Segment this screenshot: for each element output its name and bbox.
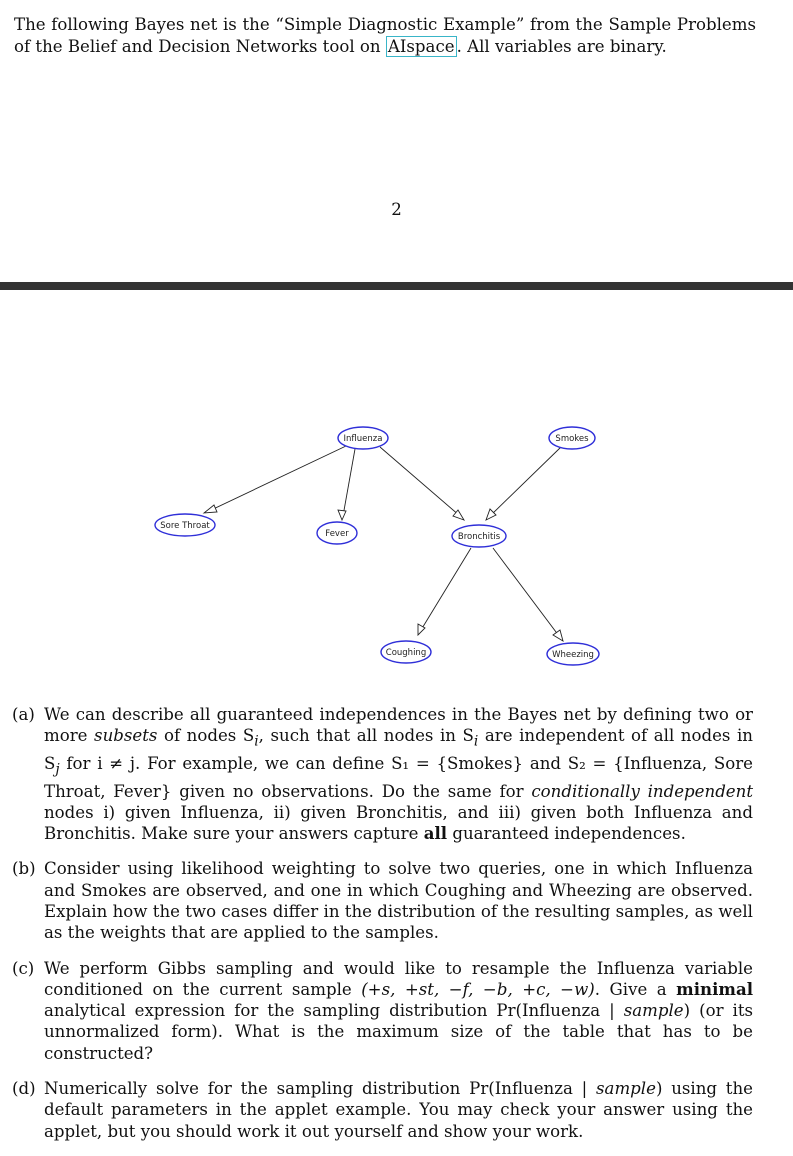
- question-list: [12, 704, 753, 1156]
- node-label-coughing: Coughing: [385, 648, 427, 658]
- question-c: [12, 958, 753, 1064]
- page-number: 2: [391, 200, 402, 219]
- question-b-text: Consider using likelihood weighting to solve two queries, one in which Influenza and Smokes are observed, and one in which Coughing and Wheezing are observed. Explain how the two cases differ in the distribution of the resulting samples, as well as the weights that are applied to the samples.: [44, 859, 753, 943]
- node-sore-throat: [155, 514, 215, 536]
- question-a-text: We can describe all guaranteed independences in the Bayes net by defining two or more: [44, 705, 753, 746]
- question-c-bold-minimal: minimal: [676, 978, 753, 999]
- question-d: [12, 1078, 753, 1142]
- question-a-text: are independent of all nodes in S: [44, 726, 753, 773]
- node-label-influenza: Influenza: [343, 434, 383, 444]
- question-c-text: ) (or its unnormalized form). What is the maximum size of the table that has to be constructed?: [44, 1001, 753, 1063]
- page-divider: [0, 282, 793, 290]
- question-c-emph-sample: sample: [623, 1001, 684, 1021]
- question-c-text: We perform Gibbs sampling and would like to resample the Influenza variable conditioned on the current sample: [44, 958, 753, 999]
- question-a-text: of nodes S: [157, 726, 255, 746]
- question-c-text: analytical expression for the sampling distribution Pr(Influenza |: [44, 1001, 624, 1021]
- node-label-fever: Fever: [325, 529, 349, 539]
- node-bronchitis: [452, 525, 506, 547]
- question-b: [12, 858, 753, 943]
- question-c-label: (c): [12, 958, 35, 978]
- question-d-text: ) using the default parameters in the applet example. You may check your answer using the applet, but you should work it out yourself and show your work.: [44, 1079, 753, 1141]
- question-a-bold-all: all: [423, 823, 448, 844]
- question-d-label: (d): [12, 1079, 36, 1099]
- question-c-text: . Give a: [594, 979, 677, 999]
- question-c-sample-tuple: (+s, +st, −f, −b, +c, −w): [361, 979, 595, 999]
- intro-text-2: . All variables are binary.: [456, 36, 667, 56]
- node-coughing: [381, 641, 431, 663]
- arrowhead-sore-throat: [204, 505, 217, 513]
- edge-bronchitis-wheezing: [493, 548, 559, 636]
- node-label-sore-throat: Sore Throat: [160, 521, 210, 531]
- node-wheezing: [547, 643, 599, 665]
- question-a-text: nodes i) given Influenza, ii) given Bronchitis, and iii) given both Influenza and Bronchitis. Make sure your answers capture: [44, 802, 753, 844]
- bayes-net-diagram: [0, 410, 793, 680]
- question-a-emph-conditional: conditionally independent: [531, 781, 753, 801]
- node-label-wheezing: Wheezing: [552, 650, 594, 660]
- question-a-emph-subsets: subsets: [94, 726, 158, 746]
- question-a-text: for i ≠ j. For example, we can define S₁ = {Smokes} and S₂ = {Influenza, Sore Throat, Fever} given no observations. Do the same for: [44, 753, 753, 801]
- question-b-label: (b): [12, 859, 36, 879]
- edge-smokes-bronchitis: [490, 447, 561, 516]
- edge-influenza-sore-throat: [207, 446, 346, 512]
- arrowhead-fever: [338, 510, 346, 520]
- question-a: (a) We can describe all guaranteed independences in the Bayes net by defining two or more subsets of nodes $S_i$, such that all nodes in $S_i$ are independent of all nodes in $S_j$ for i ≠ j. For example, we can define S₁ = {Smokes} and S₂ = {Influenza, Sore Throat, Fever} given no observations. Do the same for conditionally independent nodes i) given Influenza, ii) given Bronchitis, and iii) given both Influenza and Bronchitis. Make sure your answers capture all guaranteed independences.: [12, 705, 753, 844]
- intro-text-1: The following Bayes net is the “Simple Diagnostic Example” from the Sample Problems of the Belief and Decision Networks tool on: [14, 15, 756, 56]
- intro-paragraph: [14, 14, 756, 57]
- edge-influenza-bronchitis: [380, 447, 460, 516]
- question-d-text: Numerically solve for the sampling distribution Pr(Influenza |: [44, 1079, 597, 1099]
- node-label-smokes: Smokes: [555, 434, 589, 444]
- arrowhead-wheezing: [553, 630, 563, 641]
- arrowhead-bronchitis-2: [486, 509, 496, 520]
- question-d-emph-sample: sample: [596, 1079, 656, 1099]
- edge-bronchitis-coughing: [421, 548, 471, 630]
- node-smokes: [549, 427, 595, 449]
- question-a-text: , such that all nodes in S: [258, 726, 474, 746]
- aispace-link[interactable]: AIspace: [387, 36, 455, 56]
- node-fever: [317, 522, 357, 544]
- question-a-text: guaranteed independences.: [447, 824, 686, 844]
- question-a-label: (a): [12, 705, 35, 724]
- node-influenza: [338, 427, 388, 449]
- node-label-bronchitis: Bronchitis: [457, 532, 501, 542]
- edge-influenza-fever: [343, 449, 355, 516]
